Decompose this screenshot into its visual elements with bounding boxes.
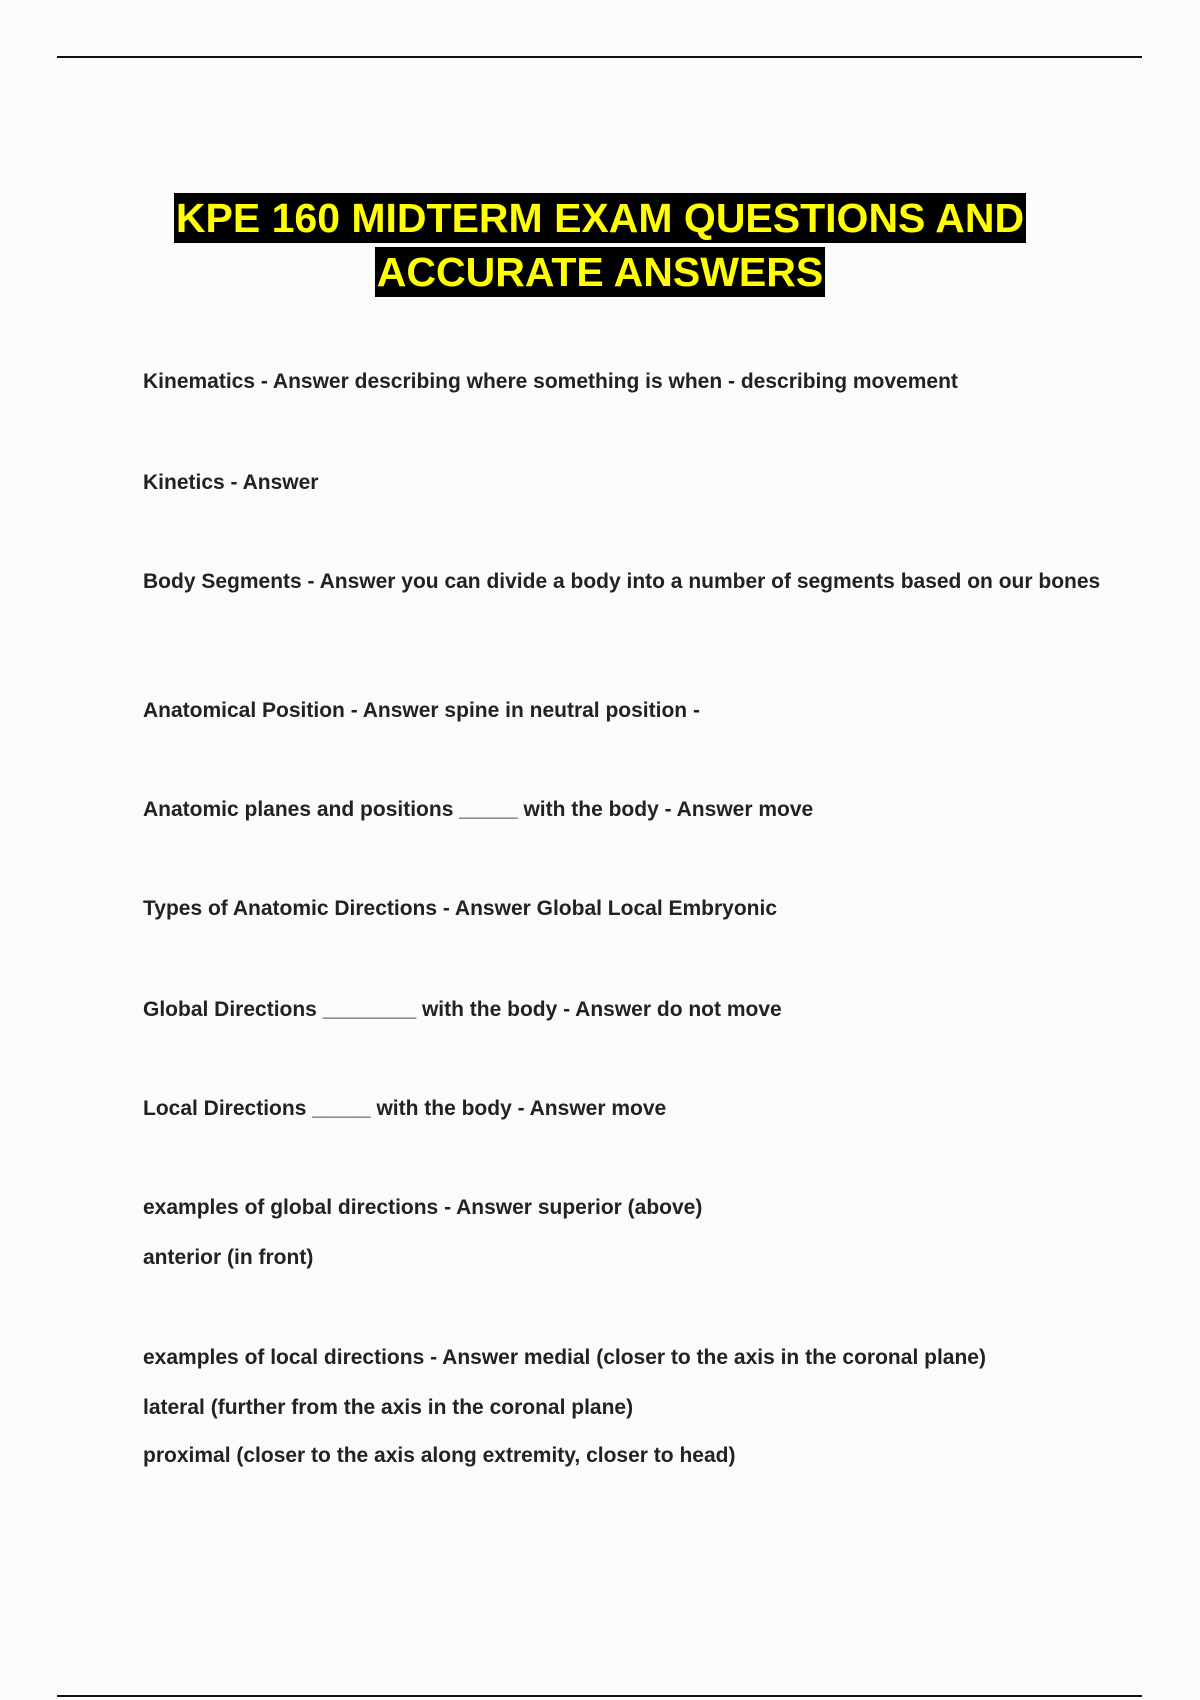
- title-line-2: ACCURATE ANSWERS: [376, 249, 824, 295]
- qa-item-anatomic-directions: [143, 894, 1103, 924]
- qa-text: examples of local directions - Answer medial (closer to the axis in the coronal plane): [143, 1346, 986, 1369]
- qa-item-kinematics: [143, 367, 1103, 397]
- qa-text: Local Directions _____ with the body - Answer move: [143, 1097, 667, 1120]
- bottom-rule: [57, 1695, 1142, 1697]
- qa-item-global-directions: [143, 995, 1103, 1025]
- document-title: [0, 193, 1200, 301]
- qa-text: Kinetics - Answer: [143, 471, 319, 494]
- qa-item-local-examples: [143, 1343, 1103, 1471]
- qa-extra-line: anterior (in front): [143, 1246, 314, 1269]
- qa-item-kinetics: [143, 468, 1103, 498]
- title-line-1: KPE 160 MIDTERM EXAM QUESTIONS AND: [175, 195, 1025, 241]
- qa-text: Global Directions ________ with the body - Answer do not move: [143, 998, 782, 1021]
- qa-extra-line: lateral (further from the axis in the coronal plane): [143, 1396, 634, 1419]
- qa-item-global-examples: [143, 1193, 1103, 1273]
- top-rule: [57, 56, 1142, 58]
- qa-text: Kinematics - Answer describing where something is when - describing movement: [143, 370, 958, 393]
- qa-text: Anatomical Position - Answer spine in neutral position -: [143, 699, 700, 722]
- qa-item-body-segments: [143, 567, 1103, 597]
- qa-item-anatomic-planes: [143, 795, 1103, 825]
- qa-text: Anatomic planes and positions _____ with the body - Answer move: [143, 798, 814, 821]
- qa-item-anatomical-position: [143, 696, 1103, 726]
- qa-text: Types of Anatomic Directions - Answer Global Local Embryonic: [143, 897, 778, 920]
- qa-extra-line: proximal (closer to the axis along extremity, closer to head): [143, 1444, 736, 1467]
- qa-text: Body Segments - Answer you can divide a body into a number of segments based on our bones: [143, 570, 1101, 593]
- qa-text: examples of global directions - Answer superior (above): [143, 1196, 703, 1219]
- qa-item-local-directions: [143, 1094, 1103, 1124]
